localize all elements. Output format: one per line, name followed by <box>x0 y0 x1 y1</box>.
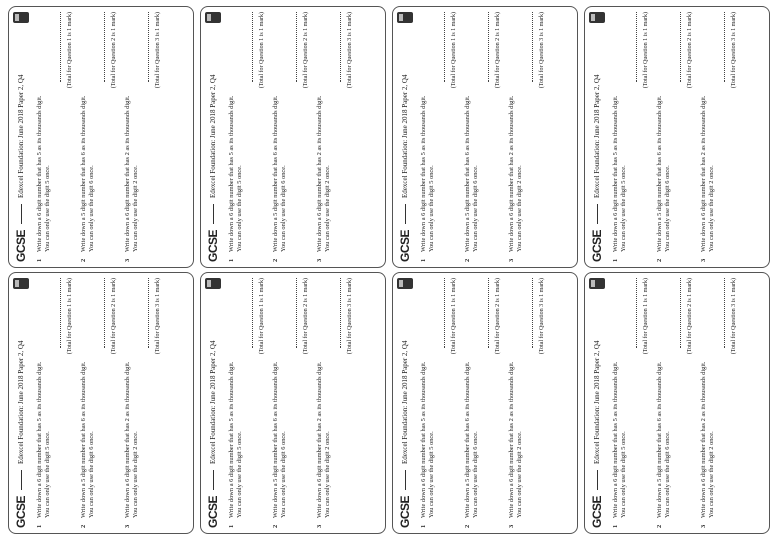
question-text <box>700 96 716 252</box>
question-total: (Total for Question 3 is 1 mark) <box>155 12 161 89</box>
source-reference: Edexcel Foundation: June 2018 Paper 2, Q4 <box>17 340 25 464</box>
question-text <box>700 362 716 518</box>
answer-line[interactable] <box>680 278 681 348</box>
question-line: Write down a 5 digit number that has 6 as its thousands digit. <box>464 95 471 252</box>
question-line: You can only use the digit 5 once. <box>236 165 243 252</box>
question-line: You can only use the digit 2 once. <box>132 431 139 518</box>
card-rotated-area <box>200 6 386 268</box>
question-text <box>124 362 140 518</box>
question-number: 1 <box>420 258 427 262</box>
question-text <box>272 96 288 252</box>
question-total: (Total for Question 1 is 1 mark) <box>451 278 457 355</box>
answer-line[interactable] <box>252 12 253 82</box>
question-number: 3 <box>316 258 323 262</box>
answer-line[interactable] <box>636 12 637 82</box>
answer-line[interactable] <box>60 12 61 82</box>
question-total: (Total for Question 3 is 1 mark) <box>539 278 545 355</box>
question-line: You can only use the digit 2 once. <box>708 165 715 252</box>
question-number: 2 <box>80 258 87 262</box>
answer-line[interactable] <box>444 12 445 82</box>
question-line: Write down a 5 digit number that has 6 as its thousands digit. <box>272 361 279 518</box>
header-rule <box>597 204 598 224</box>
question-line: Write down a 6 digit number that has 5 as its thousands digit. <box>36 95 43 252</box>
answer-line[interactable] <box>60 278 61 348</box>
answer-line[interactable] <box>148 12 149 82</box>
question-text <box>36 96 52 252</box>
question-line: Write down a 6 digit number that has 2 as its thousands digit. <box>316 95 323 252</box>
question-2 <box>656 278 694 528</box>
question-line: You can only use the digit 6 once. <box>88 431 95 518</box>
question-2 <box>464 12 502 262</box>
source-reference: Edexcel Foundation: June 2018 Paper 2, Q4 <box>593 74 601 198</box>
question-total: (Total for Question 1 is 1 mark) <box>643 278 649 355</box>
question-number: 2 <box>272 258 279 262</box>
question-line: You can only use the digit 6 once. <box>472 431 479 518</box>
question-3 <box>124 12 174 262</box>
question-line: You can only use the digit 5 once. <box>428 431 435 518</box>
question-text <box>36 362 52 518</box>
gcse-label: GCSE <box>206 229 220 262</box>
question-1 <box>420 278 458 528</box>
source-reference: Edexcel Foundation: June 2018 Paper 2, Q4 <box>17 74 25 198</box>
answer-line[interactable] <box>104 12 105 82</box>
source-reference: Edexcel Foundation: June 2018 Paper 2, Q4 <box>401 74 409 198</box>
question-line: Write down a 5 digit number that has 6 as its thousands digit. <box>656 95 663 252</box>
question-line: Write down a 6 digit number that has 5 as its thousands digit. <box>420 361 427 518</box>
answer-line[interactable] <box>340 12 341 82</box>
card-rotated-area <box>392 272 578 534</box>
question-line: You can only use the digit 5 once. <box>428 165 435 252</box>
question-line: Write down a 5 digit number that has 6 as its thousands digit. <box>656 361 663 518</box>
question-1 <box>228 278 266 528</box>
card-rotated-area <box>8 6 194 268</box>
question-2 <box>80 12 118 262</box>
answer-line[interactable] <box>296 12 297 82</box>
question-number: 1 <box>612 524 619 528</box>
question-total: (Total for Question 3 is 1 mark) <box>731 278 737 355</box>
question-card-6 <box>200 272 386 534</box>
question-total: (Total for Question 2 is 1 mark) <box>303 278 309 355</box>
card-header <box>588 12 606 262</box>
question-total: (Total for Question 3 is 1 mark) <box>539 12 545 89</box>
question-card-2 <box>200 6 386 268</box>
question-card-8 <box>584 272 770 534</box>
question-total: (Total for Question 2 is 1 mark) <box>687 278 693 355</box>
question-line: Write down a 6 digit number that has 5 as its thousands digit. <box>36 361 43 518</box>
card-content <box>392 272 578 534</box>
card-content <box>200 6 386 268</box>
question-3 <box>700 278 750 528</box>
gcse-label: GCSE <box>14 229 28 262</box>
question-total: (Total for Question 3 is 1 mark) <box>155 278 161 355</box>
question-line: Write down a 5 digit number that has 6 as its thousands digit. <box>272 95 279 252</box>
question-number: 3 <box>700 258 707 262</box>
question-line: Write down a 6 digit number that has 2 as its thousands digit. <box>700 361 707 518</box>
question-2 <box>80 278 118 528</box>
question-line: You can only use the digit 6 once. <box>280 165 287 252</box>
gcse-label: GCSE <box>398 229 412 262</box>
question-line: Write down a 6 digit number that has 2 as its thousands digit. <box>700 95 707 252</box>
question-number: 1 <box>36 258 43 262</box>
question-line: Write down a 6 digit number that has 2 as its thousands digit. <box>508 95 515 252</box>
question-2 <box>272 12 310 262</box>
question-3 <box>316 278 366 528</box>
question-total: (Total for Question 2 is 1 mark) <box>687 12 693 89</box>
calculator-icon <box>13 12 29 23</box>
question-card-7 <box>392 272 578 534</box>
question-text <box>80 96 96 252</box>
answer-line[interactable] <box>724 12 725 82</box>
header-rule <box>21 204 22 224</box>
answer-line[interactable] <box>680 12 681 82</box>
question-1 <box>228 12 266 262</box>
question-card-4 <box>584 6 770 268</box>
answer-line[interactable] <box>148 278 149 348</box>
source-reference: Edexcel Foundation: June 2018 Paper 2, Q4 <box>209 340 217 464</box>
question-1 <box>612 12 650 262</box>
question-number: 1 <box>228 258 235 262</box>
question-number: 3 <box>124 524 131 528</box>
question-line: Write down a 6 digit number that has 5 as its thousands digit. <box>612 361 619 518</box>
question-text <box>420 362 436 518</box>
calculator-icon <box>13 278 29 289</box>
source-reference: Edexcel Foundation: June 2018 Paper 2, Q4 <box>401 340 409 464</box>
question-2 <box>464 278 502 528</box>
answer-line[interactable] <box>444 278 445 348</box>
card-content <box>584 272 770 534</box>
card-content <box>8 6 194 268</box>
card-rotated-area <box>392 6 578 268</box>
calculator-icon <box>589 12 605 23</box>
question-3 <box>700 12 750 262</box>
question-text <box>124 96 140 252</box>
question-line: You can only use the digit 6 once. <box>88 165 95 252</box>
question-number: 1 <box>420 524 427 528</box>
question-number: 2 <box>272 524 279 528</box>
answer-line[interactable] <box>532 278 533 348</box>
question-line: You can only use the digit 2 once. <box>132 165 139 252</box>
question-1 <box>612 278 650 528</box>
question-line: Write down a 5 digit number that has 6 as its thousands digit. <box>80 361 87 518</box>
question-3 <box>316 12 366 262</box>
answer-line[interactable] <box>340 278 341 348</box>
question-number: 2 <box>464 524 471 528</box>
question-text <box>612 96 628 252</box>
header-rule <box>213 470 214 490</box>
question-line: You can only use the digit 6 once. <box>472 165 479 252</box>
card-header <box>12 278 30 528</box>
answer-line[interactable] <box>296 278 297 348</box>
question-3 <box>124 278 174 528</box>
card-content <box>200 272 386 534</box>
question-line: Write down a 5 digit number that has 6 as its thousands digit. <box>464 361 471 518</box>
question-text <box>228 362 244 518</box>
header-rule <box>213 204 214 224</box>
question-total: (Total for Question 1 is 1 mark) <box>67 278 73 355</box>
gcse-label: GCSE <box>398 495 412 528</box>
question-total: (Total for Question 3 is 1 mark) <box>347 278 353 355</box>
question-line: Write down a 6 digit number that has 5 as its thousands digit. <box>228 95 235 252</box>
question-number: 2 <box>656 524 663 528</box>
question-text <box>508 96 524 252</box>
question-total: (Total for Question 1 is 1 mark) <box>451 12 457 89</box>
question-line: You can only use the digit 5 once. <box>620 165 627 252</box>
gcse-label: GCSE <box>206 495 220 528</box>
question-text <box>656 362 672 518</box>
header-rule <box>597 470 598 490</box>
answer-line[interactable] <box>252 278 253 348</box>
question-line: You can only use the digit 2 once. <box>324 165 331 252</box>
gcse-label: GCSE <box>590 229 604 262</box>
question-2 <box>272 278 310 528</box>
card-header <box>396 12 414 262</box>
question-line: Write down a 6 digit number that has 5 as its thousands digit. <box>612 95 619 252</box>
question-line: Write down a 6 digit number that has 2 as its thousands digit. <box>316 361 323 518</box>
calculator-icon <box>397 278 413 289</box>
card-rotated-area <box>584 272 770 534</box>
gcse-label: GCSE <box>14 495 28 528</box>
calculator-icon <box>205 278 221 289</box>
question-card-5 <box>8 272 194 534</box>
question-1 <box>420 12 458 262</box>
question-number: 3 <box>700 524 707 528</box>
question-total: (Total for Question 2 is 1 mark) <box>111 12 117 89</box>
question-2 <box>656 12 694 262</box>
question-number: 1 <box>228 524 235 528</box>
question-3 <box>508 278 558 528</box>
question-number: 3 <box>316 524 323 528</box>
question-total: (Total for Question 3 is 1 mark) <box>347 12 353 89</box>
calculator-icon <box>397 12 413 23</box>
question-line: Write down a 6 digit number that has 2 as its thousands digit. <box>124 95 131 252</box>
question-text <box>228 96 244 252</box>
question-line: Write down a 6 digit number that has 2 as its thousands digit. <box>508 361 515 518</box>
question-total: (Total for Question 1 is 1 mark) <box>259 12 265 89</box>
source-reference: Edexcel Foundation: June 2018 Paper 2, Q4 <box>209 74 217 198</box>
question-total: (Total for Question 2 is 1 mark) <box>495 278 501 355</box>
question-line: Write down a 5 digit number that has 6 as its thousands digit. <box>80 95 87 252</box>
header-rule <box>21 470 22 490</box>
question-3 <box>508 12 558 262</box>
question-line: Write down a 6 digit number that has 5 as its thousands digit. <box>228 361 235 518</box>
card-header <box>204 12 222 262</box>
question-total: (Total for Question 2 is 1 mark) <box>303 12 309 89</box>
question-number: 1 <box>36 524 43 528</box>
question-number: 2 <box>464 258 471 262</box>
question-number: 2 <box>656 258 663 262</box>
question-number: 2 <box>80 524 87 528</box>
question-card-3 <box>392 6 578 268</box>
card-header <box>204 278 222 528</box>
question-card-1 <box>8 6 194 268</box>
question-1 <box>36 278 74 528</box>
question-line: You can only use the digit 6 once. <box>280 431 287 518</box>
header-rule <box>405 204 406 224</box>
answer-line[interactable] <box>532 12 533 82</box>
question-line: Write down a 6 digit number that has 2 as its thousands digit. <box>124 361 131 518</box>
question-line: You can only use the digit 5 once. <box>236 431 243 518</box>
question-line: You can only use the digit 2 once. <box>516 431 523 518</box>
calculator-icon <box>205 12 221 23</box>
question-line: You can only use the digit 2 once. <box>516 165 523 252</box>
question-text <box>508 362 524 518</box>
question-line: You can only use the digit 5 once. <box>44 165 51 252</box>
answer-line[interactable] <box>488 278 489 348</box>
question-text <box>656 96 672 252</box>
source-reference: Edexcel Foundation: June 2018 Paper 2, Q4 <box>593 340 601 464</box>
calculator-icon <box>589 278 605 289</box>
card-content <box>8 272 194 534</box>
question-text <box>316 362 332 518</box>
question-text <box>464 96 480 252</box>
question-number: 3 <box>508 258 515 262</box>
answer-line[interactable] <box>488 12 489 82</box>
card-rotated-area <box>584 6 770 268</box>
question-text <box>420 96 436 252</box>
card-rotated-area <box>8 272 194 534</box>
question-total: (Total for Question 2 is 1 mark) <box>111 278 117 355</box>
question-text <box>80 362 96 518</box>
question-total: (Total for Question 1 is 1 mark) <box>643 12 649 89</box>
answer-line[interactable] <box>636 278 637 348</box>
card-header <box>396 278 414 528</box>
answer-line[interactable] <box>104 278 105 348</box>
question-total: (Total for Question 2 is 1 mark) <box>495 12 501 89</box>
question-number: 3 <box>508 524 515 528</box>
question-text <box>316 96 332 252</box>
question-number: 1 <box>612 258 619 262</box>
card-content <box>584 6 770 268</box>
question-line: You can only use the digit 2 once. <box>324 431 331 518</box>
question-total: (Total for Question 3 is 1 mark) <box>731 12 737 89</box>
card-header <box>588 278 606 528</box>
question-line: You can only use the digit 5 once. <box>620 431 627 518</box>
card-header <box>12 12 30 262</box>
card-content <box>392 6 578 268</box>
question-total: (Total for Question 1 is 1 mark) <box>259 278 265 355</box>
question-line: You can only use the digit 2 once. <box>708 431 715 518</box>
header-rule <box>405 470 406 490</box>
gcse-label: GCSE <box>590 495 604 528</box>
question-text <box>612 362 628 518</box>
answer-line[interactable] <box>724 278 725 348</box>
card-rotated-area <box>200 272 386 534</box>
question-line: Write down a 6 digit number that has 5 as its thousands digit. <box>420 95 427 252</box>
question-number: 3 <box>124 258 131 262</box>
question-line: You can only use the digit 5 once. <box>44 431 51 518</box>
question-text <box>464 362 480 518</box>
question-line: You can only use the digit 6 once. <box>664 431 671 518</box>
question-text <box>272 362 288 518</box>
question-1 <box>36 12 74 262</box>
question-total: (Total for Question 1 is 1 mark) <box>67 12 73 89</box>
question-line: You can only use the digit 6 once. <box>664 165 671 252</box>
